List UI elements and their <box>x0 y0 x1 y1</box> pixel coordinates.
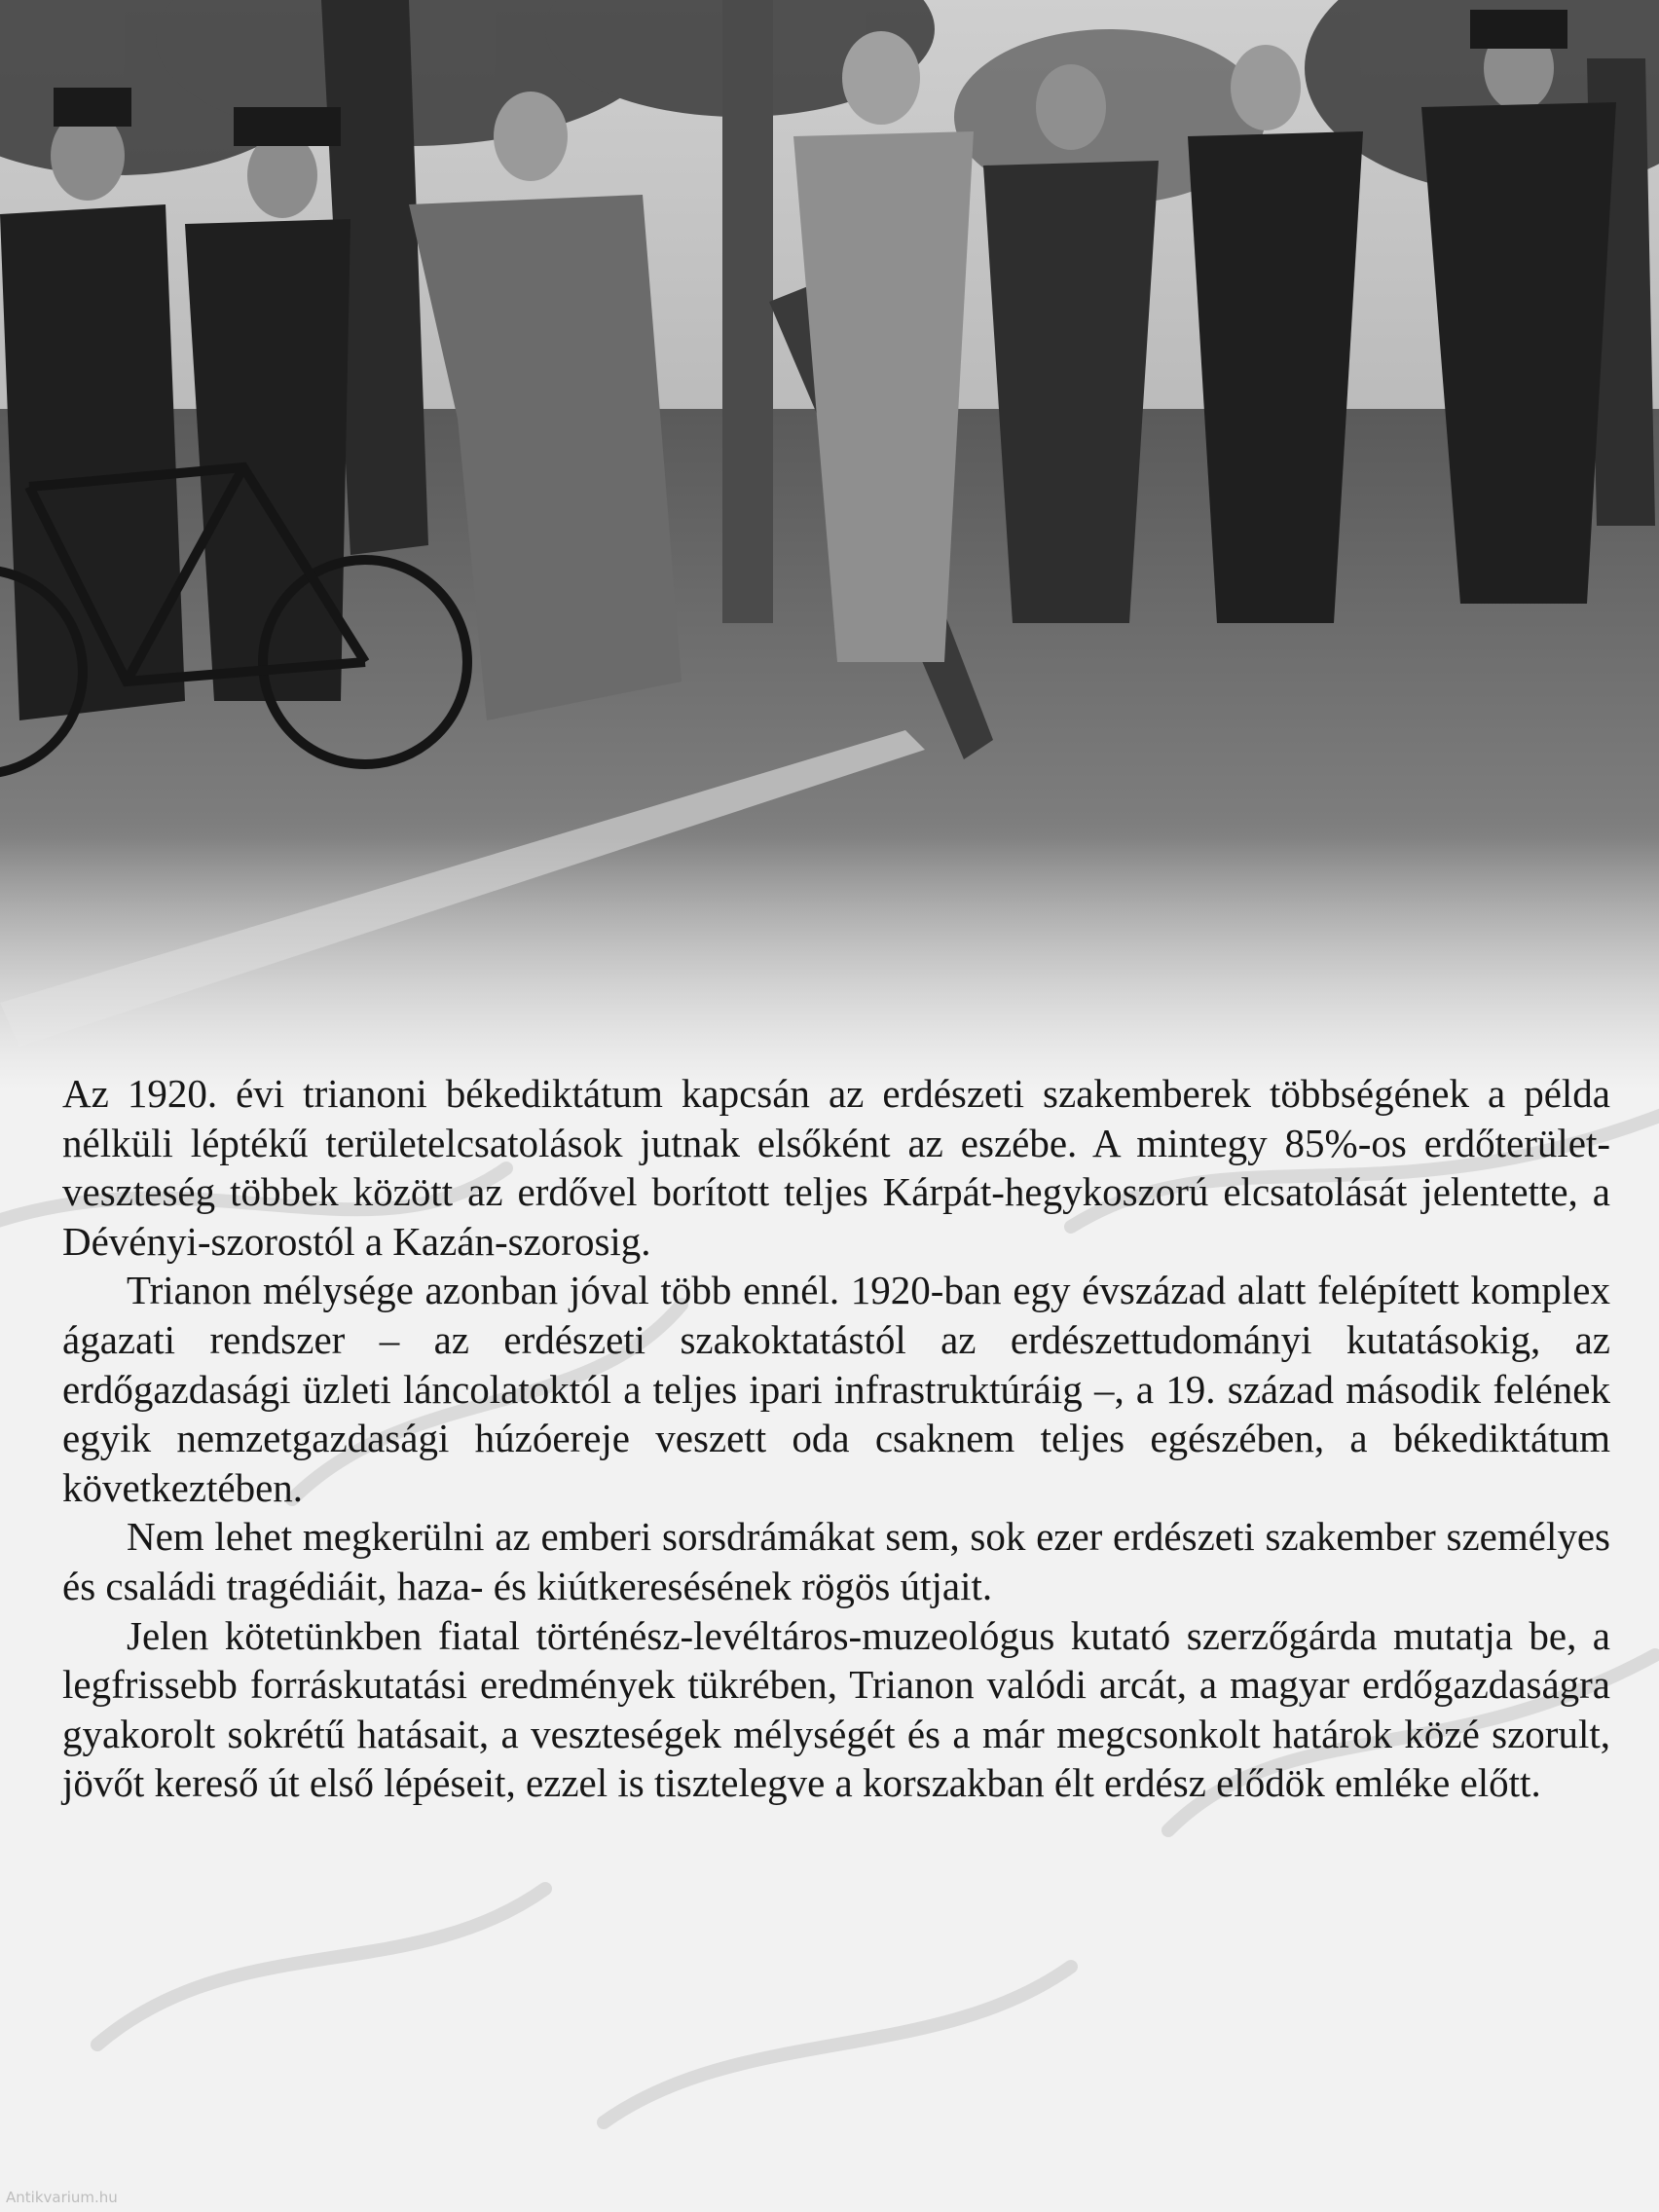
paragraph: Trianon mélysége azonban jóval több ennél. 1920-ban egy évszázad alatt felépített komplex ágazati rendszer – az erdészeti szakoktatástól az erdészettudományi kutatásokig, az erdőgazdasági üzleti láncolatoktól a teljes ipari infrastruktúráig –, a 19. század második felének egyik nemzetgazdasági húzóereje veszett oda csaknem teljes egészében, a békediktátum következtében. <box>62 1268 1610 1510</box>
archival-photograph <box>0 0 1659 1090</box>
body-text <box>62 1069 1610 1808</box>
paragraph: Az 1920. évi trianoni békediktátum kapcsán az erdészeti szakemberek többségének a példa nélküli léptékű területelcsatolások jutnak elsőként az eszébe. A mintegy 85%-os erdőterület-veszteség többek között az erdővel borított teljes Kárpát-hegykoszorú elcsatolását jelentette, a Dévényi-szorostól a Kazán-szorosig. <box>62 1071 1610 1264</box>
wooden-post <box>722 0 773 623</box>
paragraph: Jelen kötetünkben fiatal történész-levéltáros-muzeológus kutató szerzőgárda mutatja be, a legfrissebb forráskutatási eredmények tükrében, Trianon valódi arcát, a magyar erdőgazdaságra gyakorolt sokrétű hatásait, a veszteségek mélységét és a már megcsonkolt határok közé szorult, jövőt kereső út első lépéseit, ezzel is tisztelegve a korszakban élt erdész elődök emléke előtt. <box>62 1612 1610 1806</box>
paragraph: Nem lehet megkerülni az emberi sorsdrámákat sem, sok ezer erdészeti szakember személyes és családi tragédiáit, haza- és kiútkeresésének rögös útjait. <box>62 1514 1610 1608</box>
watermark: Antikvarium.hu <box>6 2189 118 2206</box>
